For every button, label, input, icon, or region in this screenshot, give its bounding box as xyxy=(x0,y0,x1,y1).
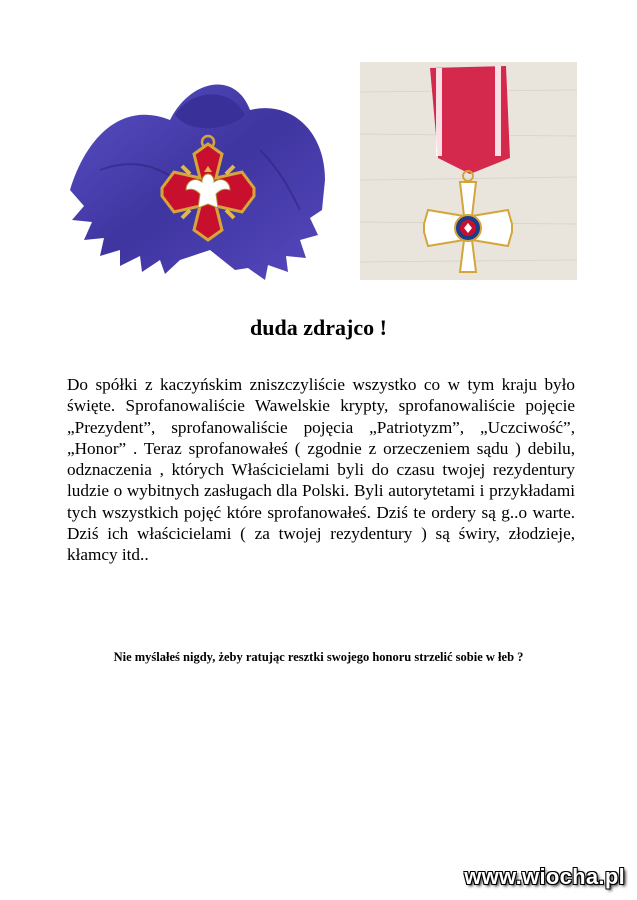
white-eagle-order-image xyxy=(60,60,335,285)
page-title: duda zdrajco ! xyxy=(250,315,387,340)
order-of-polonia-restituta-medal-icon xyxy=(360,62,577,280)
closing-question: Nie myślałeś nigdy, żeby ratując resztki swojego honoru strzelić sobie w łeb ? xyxy=(113,650,524,664)
polonia-restituta-order-image xyxy=(360,62,577,280)
site-watermark: www.wiocha.pl xyxy=(464,864,625,889)
order-of-white-eagle-medal-icon xyxy=(60,60,335,285)
body-paragraph: Do spółki z kaczyńskim zniszczyliście wszystko co w tym kraju było święte. Sprofanowaliście Wawelskie krypty, sprofanowaliście pojęcie „Prezydent”, sprofanowaliście pojęcia „Patriotyzm”, „Uczciwość”, „Honor” . Teraz sprofanowałeś ( zgodnie z orzeczeniem sądu ) debilu, odznaczenia , których Właścicielami byli do czasu twojej rezydentury ludzie o wybitnych zasługach dla Polski. Byli autorytetami i przykładami tych wszystkich pojęć które sprofanowałeś. Dziś te ordery są g..o warte. Dziś ich właścicielami ( za twojej rezydentury ) są świry, złodzieje, kłamcy itd.. xyxy=(67,375,575,565)
